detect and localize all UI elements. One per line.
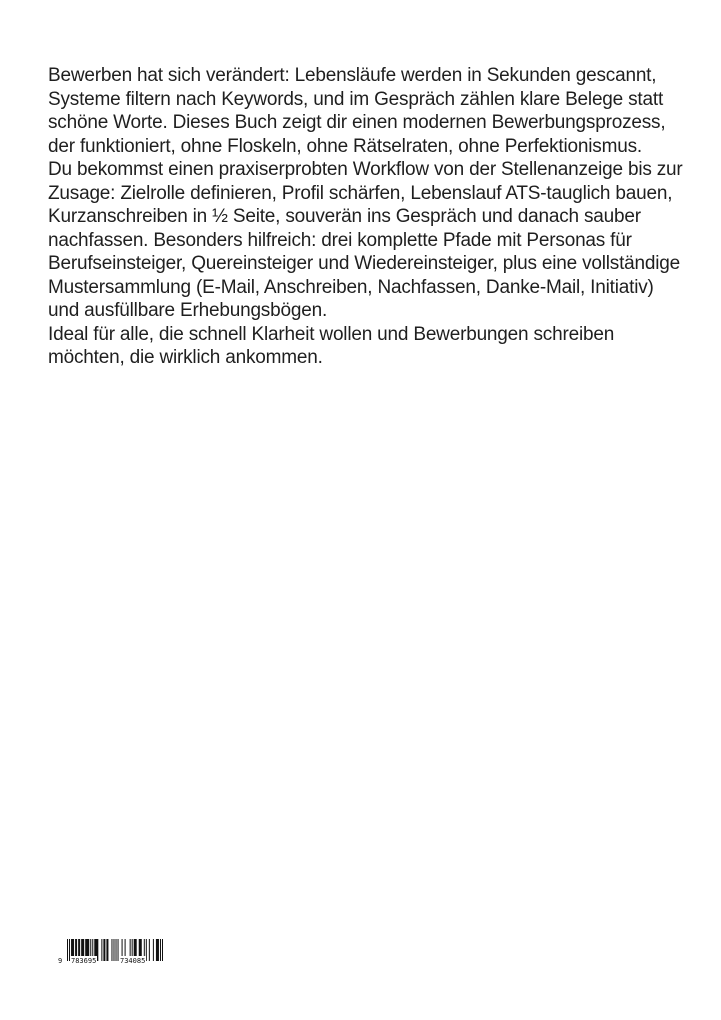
barcode-first-digit: 9 — [58, 957, 63, 965]
description-paragraph-3: Ideal für alle, die schnell Klarheit wollen und Bewerbungen schreiben möchten, die wirklich ankommen. — [48, 323, 615, 368]
isbn-barcode — [57, 939, 165, 967]
description-paragraph-1: Bewerben hat sich verändert: Lebensläufe werden in Sekunden gescannt, Systeme filtern nach Keywords, und im Gespräch zählen klare Belege statt schöne Worte. Dieses Buch zeigt dir einen modernen Bewerbungsprozess, der funktioniert, ohne Floskeln, ohne Rätselraten, ohne Perfektionismus. — [48, 65, 666, 157]
barcode-right-group: 734085 — [120, 957, 146, 965]
description-paragraph-2: Du bekommst einen praxiserprobten Workflow von der Stellenanzeige bis zur Zusage: Zielrolle definieren, Profil schärfen, Lebenslauf ATS-tauglich bauen, Kurzanschreiben in ½ Seite, souverän ins Gespräch und danach sauber nachfassen. Besonders hilfreich: drei komplette Pfade mit Personas für Berufseinsteiger, Quereinsteiger und Wiedereinsteiger, plus eine vollständige Mustersammlung (E-Mail, Anschreiben, Nachfassen, Danke-Mail, Initiativ) und ausfüllbare Erhebungsbögen. — [48, 159, 683, 321]
barcode-digits — [57, 956, 165, 967]
back-cover-description — [48, 64, 688, 370]
barcode-left-group: 783695 — [71, 957, 97, 965]
